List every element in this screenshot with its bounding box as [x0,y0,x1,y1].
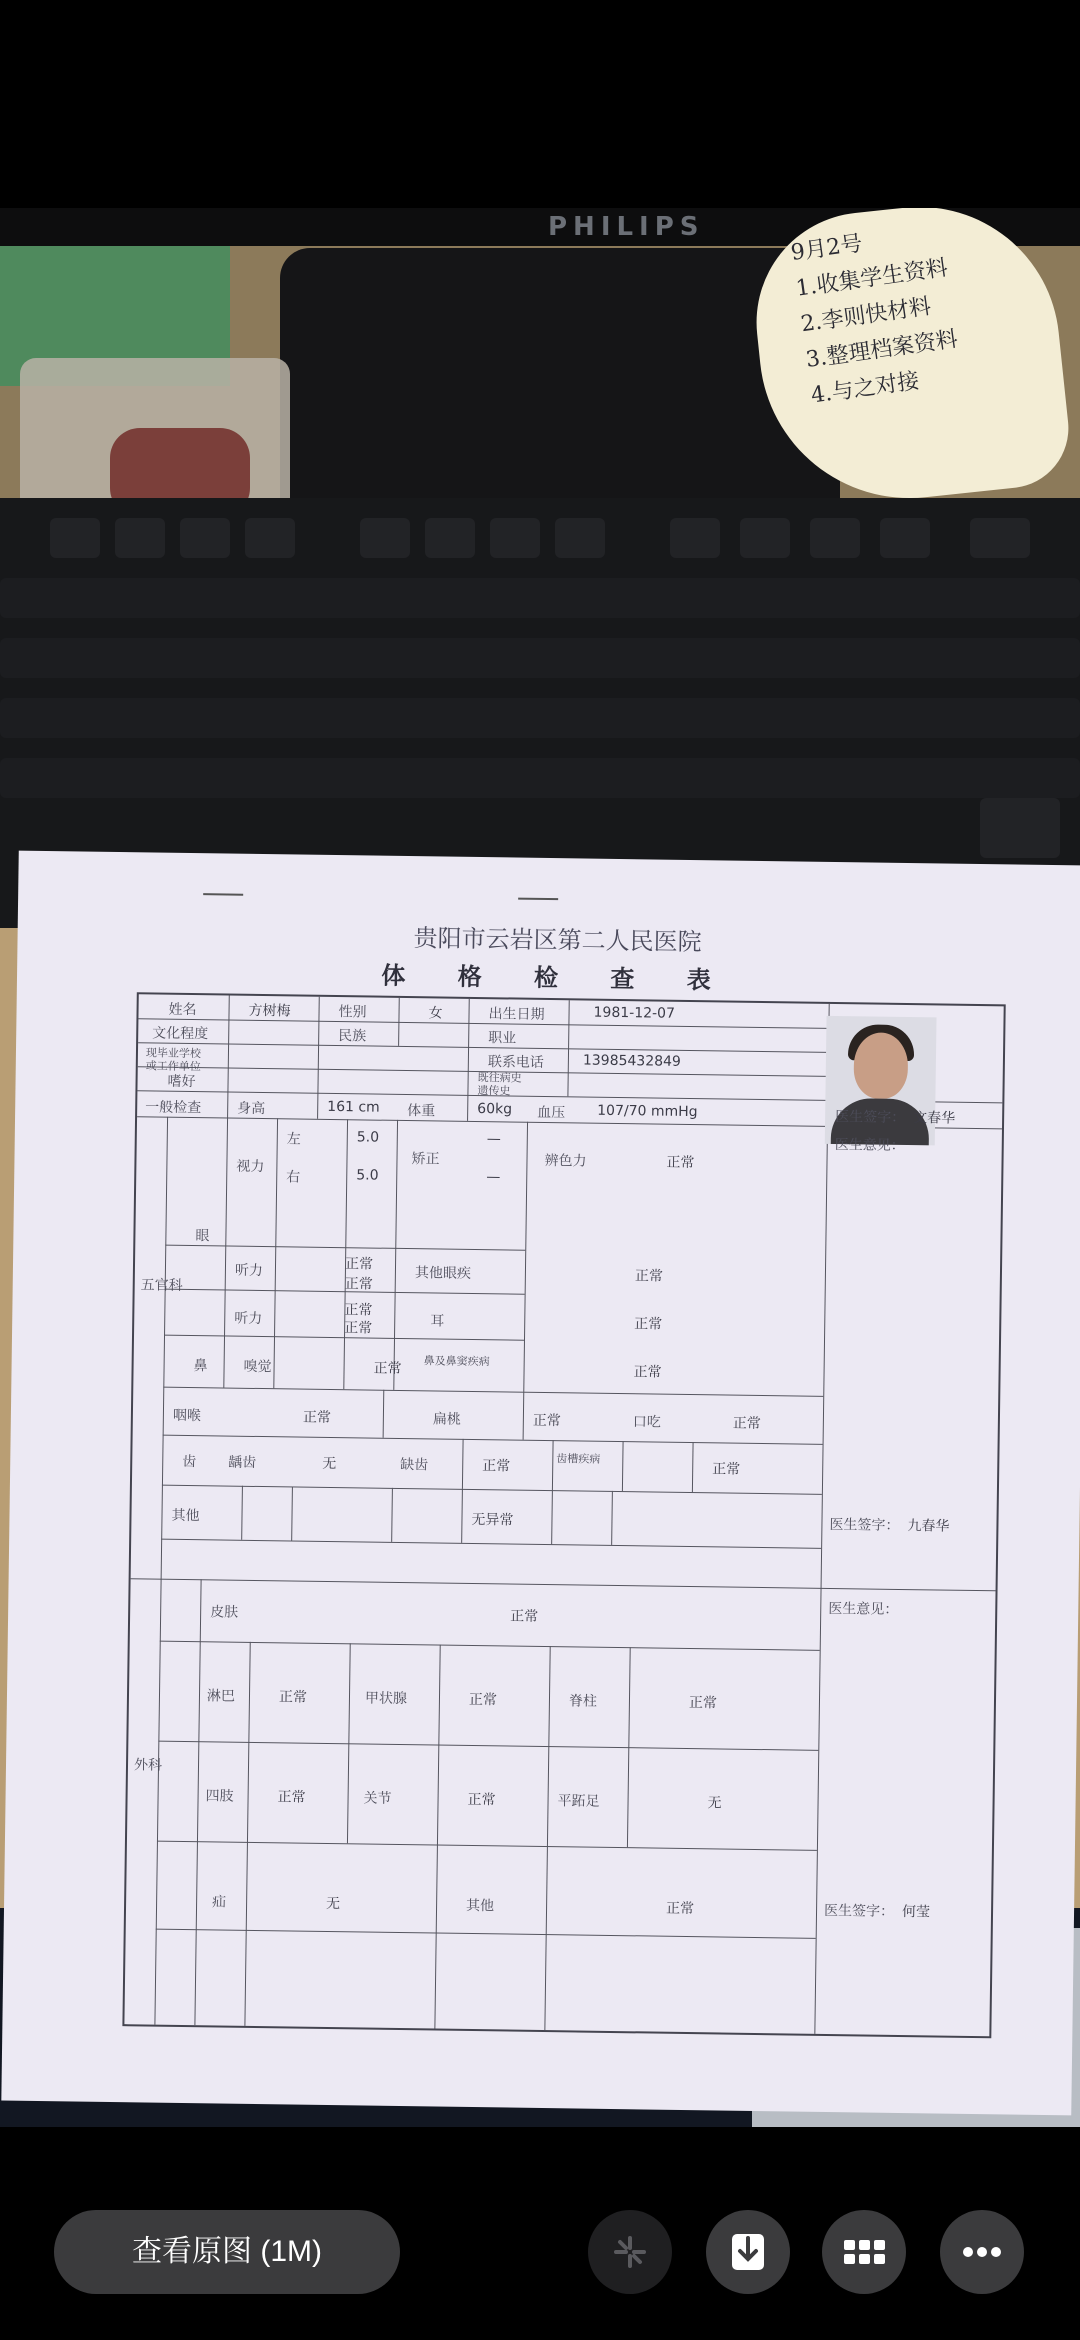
value-joints: 正常 [467,1791,496,1809]
label-doctor-sign-3: 医生签字： [823,1902,895,1920]
pen-mark [518,898,558,901]
label-doctor-opinion-2: 医生意见： [828,1600,899,1618]
label-past: 既往病史 遗传史 [477,1071,522,1098]
label-flatfoot: 平跖足 [557,1793,600,1810]
label-other-2: 其他 [465,1897,495,1915]
grid-icon [822,2210,906,2294]
label-caries: 龋齿 [228,1454,257,1471]
value-stutter: 正常 [732,1415,761,1433]
label-birth: 出生日期 [488,1006,545,1023]
label-corrected: 矫正 [411,1151,440,1168]
value-spine: 正常 [688,1695,718,1712]
label-doctor-opinion: 医生意见： [834,1137,905,1154]
spark-icon [588,2210,672,2294]
label-right: 右 [286,1169,301,1186]
value-skin: 正常 [510,1608,539,1625]
label-bp: 血压 [537,1104,566,1122]
value-vision-right: 5.0 [356,1167,379,1184]
sticky-line: 9月2号 [789,231,865,266]
label-ortho: 疝 [212,1894,227,1911]
value-vision-left: 5.0 [356,1129,380,1146]
label-nasal: 鼻及鼻窦疾病 [423,1354,490,1369]
label-gender: 性别 [338,1004,367,1021]
value-ear-r: 正常 [344,1320,373,1337]
label-occupation: 职业 [488,1030,517,1047]
value-caries: 无 [322,1455,337,1473]
value-other: 无异常 [471,1511,514,1529]
value-name: 方树梅 [248,1002,291,1020]
label-lymph: 淋巴 [206,1688,236,1705]
value-thyroid: 正常 [468,1691,498,1709]
label-general-exam: 一般检查 [145,1099,202,1117]
label-limbs: 四肢 [205,1788,234,1805]
download-button[interactable] [706,2210,790,2294]
label-stutter: 口吃 [632,1414,661,1431]
label-smell: 嗅觉 [243,1358,272,1376]
label-tonsil: 扁桃 [432,1411,461,1428]
label-other-eye: 其他眼疾 [414,1265,472,1282]
label-eye: 眼 [195,1228,210,1245]
label-nose: 鼻 [193,1358,208,1375]
value-other-2: 正常 [665,1900,695,1918]
more-button[interactable] [940,2210,1024,2294]
sticky-line: 3.整理档案资料 [804,326,960,373]
value-weight: 60kg [477,1101,513,1118]
value-gender: 女 [428,1005,443,1022]
label-joints: 关节 [363,1790,392,1807]
label-color-vision: 辨色力 [544,1152,587,1170]
exam-form-paper [1,851,1080,2116]
label-spine: 脊柱 [568,1693,598,1710]
label-waike: 外科 [133,1757,163,1774]
label-skin: 皮肤 [210,1604,239,1621]
value-height: 161 cm [327,1098,380,1116]
view-original-button[interactable]: 查看原图 (1M) [54,2210,400,2294]
value-nasal: 正常 [633,1364,662,1381]
label-teeth: 齿 [182,1453,197,1471]
exam-form-grid [122,992,1005,2038]
value-birth: 1981-12-07 [593,1004,676,1022]
label-hearing: 听力 [234,1310,263,1328]
sticky-line: 2.李则快材料 [799,294,933,338]
value-corr-left: — [486,1131,501,1148]
label-doctor-sign: 医生签字： [835,1109,906,1126]
apps-button[interactable] [822,2210,906,2294]
label-throat: 咽喉 [172,1407,202,1425]
label-school-work: 现毕业学校 或工作单位 [145,1046,202,1074]
pen-mark [203,893,243,896]
value-ear-disease: 正常 [634,1316,663,1333]
label-ethnicity: 民族 [338,1028,367,1045]
form-title: 体 格 检 查 表 [381,960,733,995]
label-hearing-eye: 听力 [234,1262,264,1280]
label-left: 左 [286,1131,301,1148]
value-throat: 正常 [302,1409,331,1427]
label-weight: 体重 [407,1103,436,1120]
label-contact: 联系电话 [487,1054,544,1071]
label-name: 姓名 [168,1001,197,1019]
monitor-brand: PHILIPS [548,212,705,242]
enhance-button[interactable] [588,2210,672,2294]
sticky-note-text [789,208,1062,415]
value-corr-right: — [486,1169,501,1186]
value-hernia: 无 [325,1895,341,1913]
label-hobby: 嗜好 [167,1073,196,1091]
value-other-eye: 正常 [634,1268,664,1285]
value-ear-l: 正常 [344,1302,373,1319]
value-missing: 正常 [482,1458,511,1475]
value-hearing-l: 正常 [344,1256,374,1273]
sticky-line: 1.收集学生资料 [794,255,950,302]
value-smell: 正常 [373,1360,402,1377]
value-doctor1: 文春华 [913,1110,956,1127]
more-icon [940,2210,1024,2294]
hospital-name: 贵阳市云岩区第二人民医院 [413,924,702,957]
photo-viewport[interactable] [0,208,1080,2127]
value-flatfoot: 无 [707,1795,722,1812]
value-doctor3: 何莹 [901,1904,931,1921]
value-tonsil: 正常 [532,1412,561,1430]
value-hearing-r: 正常 [344,1276,373,1293]
value-contact: 13985432849 [582,1052,681,1070]
value-periodontal: 正常 [712,1461,741,1478]
label-wuguan: 五官科 [140,1277,183,1294]
label-vision: 视力 [236,1158,265,1176]
label-ear: 耳 [430,1313,445,1330]
label-other: 其他 [171,1507,200,1525]
label-thyroid: 甲状腺 [364,1690,408,1708]
value-bp: 107/70 mmHg [597,1102,698,1121]
label-education: 文化程度 [152,1025,209,1043]
label-missing: 缺齿 [400,1456,429,1474]
value-lymph: 正常 [278,1689,308,1706]
label-doctor-sign-2: 医生签字： [829,1516,900,1534]
label-height: 身高 [237,1100,266,1118]
label-periodontal: 齿槽疾病 [556,1452,601,1466]
value-color: 正常 [666,1154,695,1172]
value-limbs: 正常 [277,1789,306,1806]
value-doctor2: 九春华 [907,1518,950,1535]
sticky-line: 4.与之对接 [809,368,921,409]
download-icon [706,2210,790,2294]
